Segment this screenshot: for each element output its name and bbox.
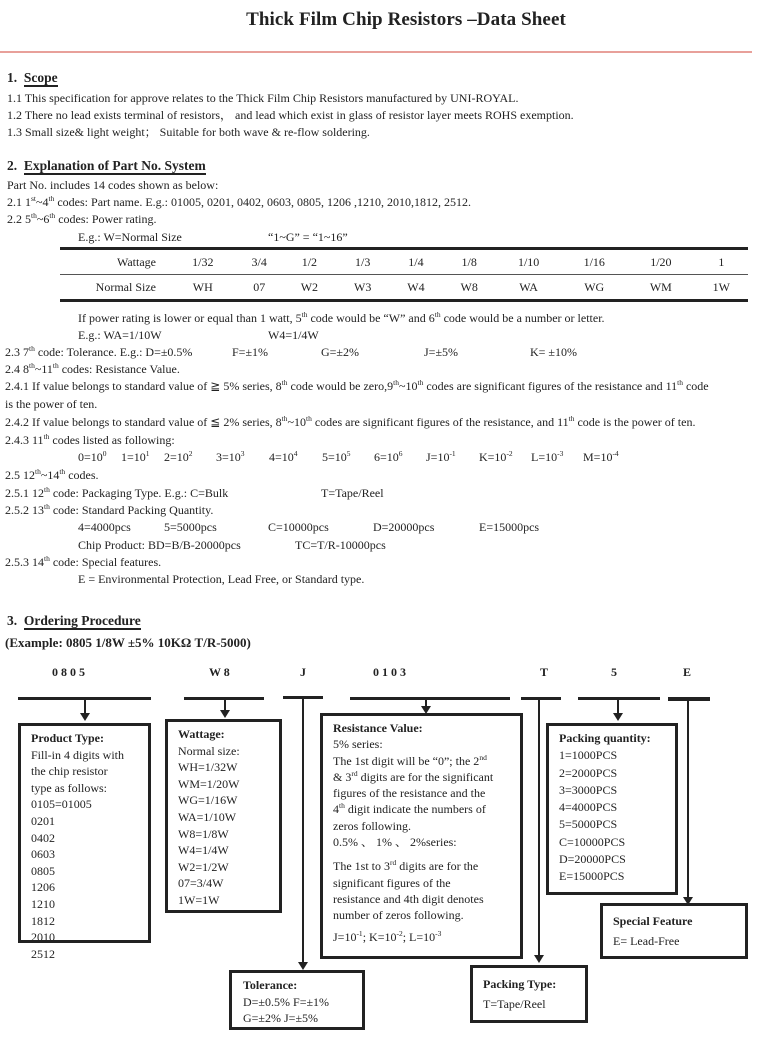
qty-item: D=20000pcs — [373, 520, 435, 534]
document-title: Thick Film Chip Resistors –Data Sheet — [246, 9, 566, 30]
resistance-value-box: Resistance Value: 5% series: The 1st digit will be “0”; the 2nd & 3rd digits are for the significant figures of the resistance and the 4th digit indicate the numbers of zeros following. 0.5% 、 1% 、 2%series: The 1st to 3rd digits are for the significant figures of the resistance and 4th digit denotes number of zeros following. $J=10^{-1}$; $K=10^{-2}$; $L=10^{-3}$ — [320, 713, 523, 959]
qty-item: C=10000pcs — [268, 520, 329, 534]
section-2-4: 2.4 8th~11th codes: Resistance Value. — [5, 361, 180, 376]
connector — [84, 699, 86, 713]
section-title: Ordering Procedure — [23, 613, 141, 628]
section-2-4-1: 2.4.1 If value belongs to standard value of ≧ 5% series, 8th code would be zero,9th~10th codes are significant figures of the resistance and 11th code — [5, 378, 709, 393]
power-code: $M=10^{-4}$ — [583, 449, 619, 464]
bracket-resistance — [350, 697, 510, 700]
part-no-intro: Part No. includes 14 codes shown as below: — [7, 178, 219, 192]
section-2-2: 2.2 5th~6th codes: Power rating. — [7, 211, 157, 226]
section-title: Explanation of Part No. System — [23, 158, 206, 173]
chip-product-tc: TC=T/R-10000pcs — [295, 538, 386, 552]
packaging-tape-reel: T=Tape/Reel — [321, 486, 384, 500]
table-cell: 1/20 — [627, 249, 695, 275]
table-cell: W2 — [283, 275, 336, 301]
eg-code-range: “1~G” = “1~16” — [268, 230, 348, 244]
box-title: Product Type: — [31, 731, 105, 745]
power-code: $1=10^1$ — [121, 449, 150, 464]
tolerance-k: K= ±10% — [530, 345, 578, 359]
power-code: $4=10^4$ — [269, 449, 298, 464]
scope-item: 1.3 Small size& light weight； Suitable for both wave & re-flow soldering. — [7, 125, 370, 139]
wattage-table — [60, 247, 748, 302]
tolerance-box: Tolerance: D=±0.5% F=±1% G=±2% J=±5% — [229, 970, 365, 1030]
connector — [687, 700, 689, 897]
bracket-special — [668, 697, 710, 701]
table-cell: WH — [170, 275, 236, 301]
code-packing-qty: 5 — [611, 665, 617, 679]
table-cell: W8 — [443, 275, 496, 301]
table-cell: 1/2 — [283, 249, 336, 275]
bracket-packing-qty — [578, 697, 660, 700]
wattage-box: Wattage: Normal size: WH=1/32W WM=1/20W WG=1/16W WA=1/10W W8=1/8W W4=1/4W W2=1/2W 07=3/4W 1W=1W — [165, 719, 282, 913]
qty-item: E=15000pcs — [479, 520, 540, 534]
table-cell: 1/3 — [336, 249, 389, 275]
scope-item: 1.1 This specification for approve relates to the Thick Film Chip Resistors manufactured by UNI-ROYAL. — [7, 91, 519, 105]
product-type-box: Product Type: Fill-in 4 digits with the chip resistor type as follows: 0105=01005 0201 0402 0603 0805 1206 1210 1812 2010 2512 — [18, 723, 151, 943]
packing-quantity-box: Packing quantity: 1=1000PCS 2=2000PCS 3=3000PCS 4=4000PCS 5=5000PCS C=10000PCS D=20000PCS E=15000PCS — [546, 723, 678, 895]
table-cell: 1/4 — [389, 249, 442, 275]
packing-type-box: Packing Type: T=Tape/Reel — [470, 965, 588, 1023]
table-row-wattage — [60, 249, 748, 275]
section-2-heading — [7, 158, 206, 174]
scope-item: 1.2 There no lead exists terminal of resistors， and lead which exist in glass of resistor layer meets ROHS exemption. — [7, 108, 574, 122]
code-tolerance: J — [300, 665, 306, 679]
bracket-packing-type — [521, 697, 561, 700]
tolerance-f: F=±1% — [232, 345, 269, 359]
connector — [302, 698, 304, 962]
eg-normal-size: E.g.: W=Normal Size — [78, 230, 182, 244]
code-special: E — [683, 665, 692, 679]
chip-product: Chip Product: BD=B/B-20000pcs — [78, 538, 241, 552]
power-code: $6=10^6$ — [374, 449, 403, 464]
section-number: 1. — [7, 70, 18, 85]
table-cell: 1/32 — [170, 249, 236, 275]
table-cell: 1/10 — [496, 249, 562, 275]
section-number: 3. — [7, 613, 18, 628]
table-row-normal-size — [60, 275, 748, 301]
eg-w4: W4=1/4W — [268, 328, 319, 342]
arrow-down-icon — [298, 962, 308, 970]
box-title: Tolerance: — [243, 978, 298, 992]
table-cell: 07 — [236, 275, 283, 301]
table-cell: WM — [627, 275, 695, 301]
section-2-5-2: 2.5.2 13th code: Standard Packing Quantity. — [5, 502, 214, 517]
box-title: Packing quantity: — [559, 731, 651, 745]
box-title: Special Feature — [613, 914, 693, 928]
section-2-4-3: 2.4.3 11th codes listed as following: — [5, 432, 175, 447]
row-label: Normal Size — [60, 275, 170, 301]
tolerance-g: G=±2% — [321, 345, 360, 359]
section-1-heading — [7, 70, 58, 86]
table-cell: WA — [496, 275, 562, 301]
power-code: $J=10^{-1}$ — [426, 449, 456, 464]
section-2-5: 2.5 12th~14th codes. — [5, 467, 99, 482]
table-cell: W3 — [336, 275, 389, 301]
box-title: Packing Type: — [483, 977, 557, 991]
row-label: Wattage — [60, 249, 170, 275]
table-cell: WG — [561, 275, 627, 301]
arrow-down-icon — [80, 713, 90, 721]
table-cell: 1/8 — [443, 249, 496, 275]
power-code: $K=10^{-2}$ — [479, 449, 513, 464]
special-feature-box: Special Feature E= Lead-Free — [600, 903, 748, 959]
code-wattage: W 8 — [209, 665, 230, 679]
arrow-down-icon — [220, 710, 230, 718]
table-cell: W4 — [389, 275, 442, 301]
section-2-4-2: 2.4.2 If value belongs to standard value of ≦ 2% series, 8th~10th codes are significant figures of the resistance, and 11th code is the power of ten. — [5, 414, 696, 429]
connector — [224, 699, 226, 710]
connector — [425, 699, 427, 706]
box-title: Resistance Value: — [333, 721, 423, 735]
eg-wa: E.g.: WA=1/10W — [78, 328, 162, 342]
qty-item: 5=5000pcs — [164, 520, 217, 534]
arrow-down-icon — [613, 713, 623, 721]
header-divider — [0, 51, 752, 53]
power-code: $3=10^3$ — [216, 449, 245, 464]
table-cell: 1W — [695, 275, 748, 301]
table-cell: 1 — [695, 249, 748, 275]
connector — [538, 699, 540, 955]
power-code: $5=10^5$ — [322, 449, 351, 464]
box-title: Wattage: — [178, 727, 225, 741]
code-packing-type: T — [540, 665, 549, 679]
power-note: If power rating is lower or equal than 1 watt, 5th code would be “W” and 6th code would be a number or letter. — [78, 310, 605, 325]
section-3-heading — [7, 613, 141, 629]
power-code: $L=10^{-3}$ — [531, 449, 564, 464]
tolerance-j: J=±5% — [424, 345, 459, 359]
table-cell: 3/4 — [236, 249, 283, 275]
section-2-5-3: 2.5.3 14th code: Special features. — [5, 554, 162, 569]
special-feature-e: E = Environmental Protection, Lead Free, or Standard type. — [78, 572, 365, 586]
arrow-down-icon — [534, 955, 544, 963]
qty-item: 4=4000pcs — [78, 520, 131, 534]
ordering-example: (Example: 0805 1/8W ±5% 10KΩ T/R-5000) — [5, 635, 251, 650]
section-number: 2. — [7, 158, 18, 173]
power-code: $2=10^2$ — [164, 449, 193, 464]
power-code: $0=10^0$ — [78, 449, 107, 464]
code-resistance: 0 1 0 3 — [373, 665, 406, 679]
section-2-1: 2.1 1st~4th codes: Part name. E.g.: 01005, 0201, 0402, 0603, 0805, 1206 ,1210, 2010,1812, 2512. — [7, 194, 471, 209]
connector — [617, 699, 619, 713]
section-2-4-1-cont: is the power of ten. — [5, 397, 98, 411]
code-product-type: 0 8 0 5 — [52, 665, 85, 679]
section-2-5-1: 2.5.1 12th code: Packaging Type. E.g.: C=Bulk — [5, 485, 229, 500]
section-title: Scope — [23, 70, 58, 85]
table-cell: 1/16 — [561, 249, 627, 275]
section-2-3: 2.3 7th code: Tolerance. E.g.: D=±0.5% — [5, 344, 193, 359]
